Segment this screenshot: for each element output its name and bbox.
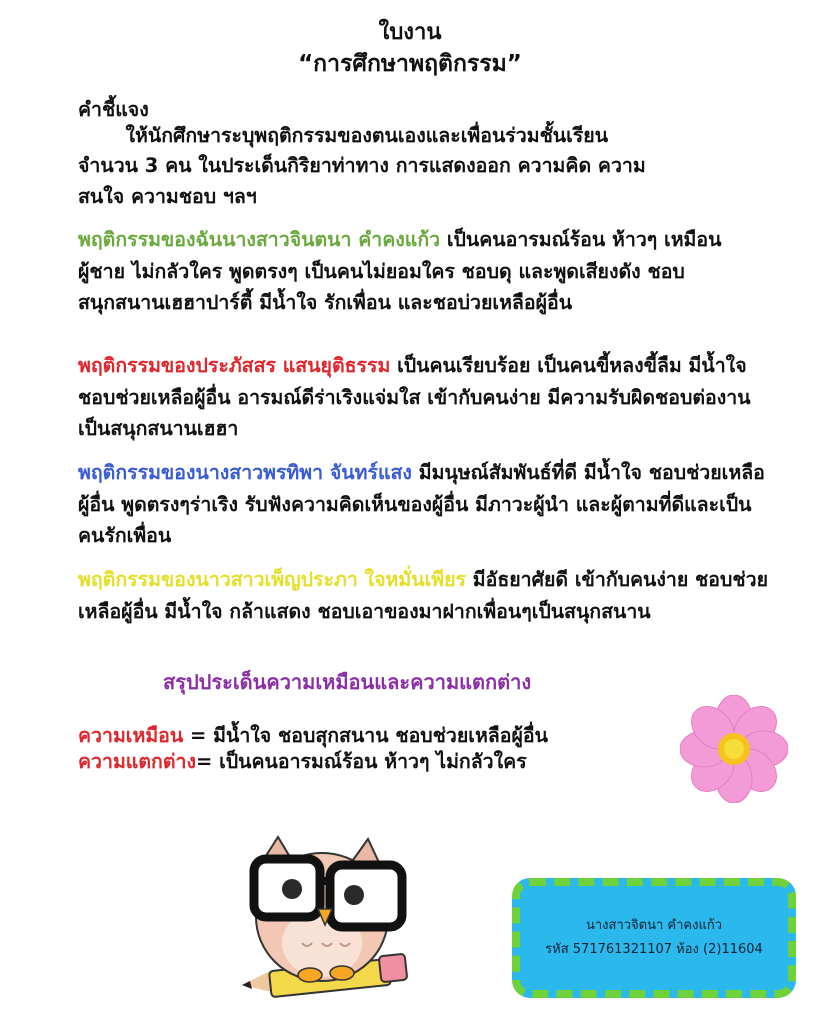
instructions-line-1: ให้นักศึกษาระบุพฤติกรรมของตนเองและเพื่อนร่วมชั้นเรียน <box>78 124 609 147</box>
behavior-text-3: มีมนุษณ์สัมพันธ์ที่ดี มีน้ำใจ ชอบช่วยเหลือผู้อื่น พูดตรงๆร่าเริง รับฟังความคิดเห็นของผู้อื่น มีภาวะผู้นำ และผู้ตามที่ดีและเป็นคนรักเพื่อน <box>78 461 765 547</box>
student-name: นางสาวจิตนา คำคงแก้ว <box>585 918 723 933</box>
difference-label: ความแตกต่าง <box>78 750 196 773</box>
instructions-line-2: จำนวน 3 คน ในประเด็นกิริยาท่าทาง การแสดงออก ความคิด ความ <box>78 154 646 177</box>
similarity-text: = มีน้ำใจ ชอบสุกสนาน ชอบช่วยเหลือผู้อื่น <box>183 724 548 747</box>
behavior-heading-3: พฤติกรรมของนางสาวพรทิพา จันทร์แสง <box>78 461 412 484</box>
owl-with-glasses-icon <box>230 825 420 1015</box>
summary-title: สรุปประเด็นความเหมือนและความแตกต่าง <box>163 670 532 694</box>
behavior-paragraph-4 <box>78 564 768 627</box>
behavior-heading-4: พฤติกรรมของนาวสาวเพ็ญประภา ใจหมั่นเพียร <box>78 568 466 591</box>
behavior-heading-1: พฤติกรรมของฉันนางสาวจินตนา คำคงแก้ว <box>78 228 441 251</box>
pink-flower-icon <box>680 695 788 803</box>
behavior-paragraph-2 <box>78 350 768 445</box>
similarity-label: ความเหมือน <box>78 724 184 747</box>
difference-line <box>78 746 678 778</box>
behavior-text-4: มีอัธยาศัยดี เข้ากับคนง่าย ชอบช่วยเหลือผู้อื่น มีน้ำใจ กล้าแสดง ชอบเอาของมาฝากเพื่อนๆเป็นสนุกสนาน <box>78 568 768 623</box>
instructions-label: คำชี้แจง <box>78 98 149 121</box>
instructions-line-3: สนใจ ความชอบ ฯลฯ <box>78 185 257 208</box>
behavior-text-1: เป็นคนอารมณ์ร้อน ห้าวๆ เหมือนผู้ชาย ไม่กลัวใคร พูดตรงๆ เป็นคนไม่ยอมใคร ชอบดุ และพูดเสียงดัง ชอบสนุกสนานเฮฮาปาร์ตี้ มีน้ำใจ รักเพื่อน และชอบ่วยเหลือผู้อื่น <box>78 228 722 314</box>
student-info-box <box>512 878 796 998</box>
behavior-text-2: เป็นคนเรียบร้อย เป็นคนขี้หลงขี้ลืม มีน้ำใจ ชอบช่วยเหลือผู้อื่น อารมณ์ดีร่าเริงแจ่มใส เข้ากับคนง่าย มีความรับผิดชอบต่องาน เป็นสนุกสนานเฮฮา <box>78 354 751 440</box>
student-id-room: รหัส 571761321107 ห้อง (2)11604 <box>545 942 763 957</box>
page-title: ใบงาน <box>378 20 442 45</box>
page-subtitle: “การศึกษาพฤติกรรม” <box>298 51 522 77</box>
behavior-heading-2: พฤติกรรมของประภัสสร แสนยุติธรรม <box>78 354 391 377</box>
behavior-paragraph-1 <box>78 224 768 319</box>
difference-text: = เป็นคนอารมณ์ร้อน ห้าวๆ ไม่กลัวใคร <box>195 750 527 773</box>
behavior-paragraph-3 <box>78 457 768 552</box>
